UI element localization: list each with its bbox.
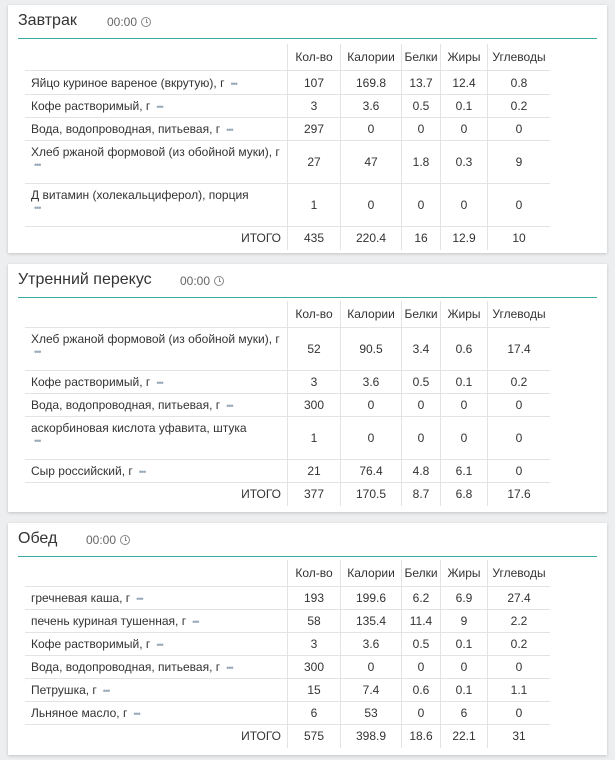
food-carbs: 0 (488, 184, 551, 227)
food-fat: 9 (441, 610, 488, 633)
more-icon[interactable]: ••• (34, 160, 41, 170)
more-icon[interactable]: ••• (34, 436, 41, 446)
food-name: Яйцо куриное вареное (вкрутую), г (31, 75, 225, 90)
column-header-qty: Кол-во (288, 301, 341, 328)
food-name: Кофе растворимый, г (31, 637, 151, 651)
food-row (25, 656, 550, 679)
food-qty: 27 (288, 141, 341, 184)
food-fat: 0.1 (441, 633, 488, 656)
food-fat: 0 (441, 417, 488, 460)
food-carbs: 0.8 (488, 71, 551, 95)
meal-card-lunch (8, 523, 607, 755)
column-header-qty: Кол-во (288, 560, 341, 587)
food-qty: 3 (288, 95, 341, 118)
total-carbs: 17.6 (488, 483, 551, 506)
total-label: ИТОГО (25, 227, 288, 250)
food-fat: 6.9 (441, 587, 488, 610)
more-icon[interactable]: ••• (230, 78, 237, 89)
food-protein: 0 (402, 417, 441, 460)
total-label: ИТОГО (25, 725, 288, 748)
clock-icon (120, 535, 130, 545)
food-name: Д витамин (холекальциферол), порция (31, 188, 249, 202)
food-protein: 4.8 (402, 460, 441, 483)
food-carbs: 27.4 (488, 587, 551, 610)
total-carbs: 31 (488, 725, 551, 748)
food-fat: 6 (441, 702, 488, 725)
food-fat: 0 (441, 656, 488, 679)
column-header-carbs: Углеводы (488, 301, 551, 328)
food-qty: 1 (288, 417, 341, 460)
food-row (25, 371, 550, 394)
more-icon[interactable]: ••• (226, 663, 233, 673)
meal-card-breakfast (8, 5, 607, 253)
food-qty: 300 (288, 656, 341, 679)
food-fat: 12.4 (441, 71, 488, 95)
food-row (25, 328, 550, 371)
total-protein: 8.7 (402, 483, 441, 506)
column-header-carbs: Углеводы (488, 560, 551, 587)
food-qty: 21 (288, 460, 341, 483)
more-icon[interactable]: ••• (34, 203, 41, 213)
column-header-fat: Жиры (441, 44, 488, 71)
food-protein: 6.2 (402, 587, 441, 610)
food-name: Кофе растворимый, г (31, 99, 151, 113)
food-carbs: 9 (488, 141, 551, 184)
food-fat: 6.1 (441, 460, 488, 483)
food-row (25, 118, 550, 141)
food-protein: 0.5 (402, 371, 441, 394)
food-carbs: 0 (488, 394, 551, 417)
food-row (25, 679, 550, 702)
food-name: печень куриная тушенная, г (31, 614, 187, 628)
meal-time-value: 00:00 (107, 15, 138, 29)
food-row (25, 587, 550, 610)
food-qty: 297 (288, 118, 341, 141)
food-row (25, 394, 550, 417)
food-fat: 0.1 (441, 679, 488, 702)
more-icon[interactable]: ••• (133, 709, 140, 719)
food-carbs: 0 (488, 118, 551, 141)
clock-icon (214, 276, 224, 286)
column-header-fat: Жиры (441, 301, 488, 328)
food-name: Вода, водопроводная, питьевая, г (31, 660, 221, 674)
food-protein: 13.7 (402, 71, 441, 95)
food-calories: 169.8 (341, 71, 402, 95)
food-carbs: 0 (488, 656, 551, 679)
food-carbs: 17.4 (488, 328, 551, 371)
food-protein: 0.5 (402, 95, 441, 118)
food-carbs: 0.2 (488, 633, 551, 656)
food-fat: 0 (441, 394, 488, 417)
more-icon[interactable]: ••• (226, 401, 233, 411)
more-icon[interactable]: ••• (226, 125, 233, 135)
column-header-protein: Белки (402, 44, 441, 71)
food-row (25, 141, 550, 184)
food-fat: 0.6 (441, 328, 488, 371)
food-protein: 0 (402, 184, 441, 227)
more-icon[interactable]: ••• (192, 617, 199, 627)
food-calories: 199.6 (341, 587, 402, 610)
column-header-calories: Калории (341, 301, 402, 328)
food-qty: 3 (288, 633, 341, 656)
total-row (25, 483, 550, 506)
total-fat: 6.8 (441, 483, 488, 506)
column-header-fat: Жиры (441, 560, 488, 587)
total-protein: 18.6 (402, 725, 441, 748)
food-table (25, 44, 550, 250)
meal-time[interactable] (107, 15, 151, 29)
food-protein: 0.6 (402, 679, 441, 702)
more-icon[interactable]: ••• (156, 378, 163, 388)
column-header-qty: Кол-во (288, 44, 341, 71)
food-fat: 0.1 (441, 371, 488, 394)
food-calories: 3.6 (341, 371, 402, 394)
column-header-protein: Белки (402, 560, 441, 587)
food-row (25, 610, 550, 633)
column-header-carbs: Углеводы (488, 44, 551, 71)
food-carbs: 0 (488, 702, 551, 725)
food-carbs: 1.1 (488, 679, 551, 702)
food-name: Петрушка, г (31, 683, 97, 697)
total-row (25, 227, 550, 250)
total-qty: 435 (288, 227, 341, 250)
food-table (25, 560, 550, 748)
total-calories: 220.4 (341, 227, 402, 250)
column-header-calories: Калории (341, 560, 402, 587)
food-name: Вода, водопроводная, питьевая, г (31, 122, 221, 136)
meal-card-morning-snack (8, 264, 607, 512)
food-qty: 52 (288, 328, 341, 371)
table-header-row (25, 301, 550, 328)
food-row (25, 633, 550, 656)
total-carbs: 10 (488, 227, 551, 250)
total-fat: 22.1 (441, 725, 488, 748)
food-calories: 90.5 (341, 328, 402, 371)
column-header-protein: Белки (402, 301, 441, 328)
food-row (25, 460, 550, 483)
food-row (25, 417, 550, 460)
food-fat: 0 (441, 184, 488, 227)
food-carbs: 0.2 (488, 371, 551, 394)
meal-header (18, 5, 597, 39)
food-protein: 0 (402, 118, 441, 141)
column-header-calories: Калории (341, 44, 402, 71)
food-name: Сыр российский, г (31, 464, 133, 478)
food-calories: 53 (341, 702, 402, 725)
more-icon[interactable]: ••• (156, 102, 163, 112)
food-fat: 0.1 (441, 95, 488, 118)
meal-title: Завтрак (18, 12, 77, 29)
food-protein: 0 (402, 394, 441, 417)
food-carbs: 0 (488, 417, 551, 460)
food-calories: 3.6 (341, 633, 402, 656)
column-header-name (25, 560, 288, 587)
food-calories: 76.4 (341, 460, 402, 483)
food-qty: 193 (288, 587, 341, 610)
food-calories: 0 (341, 118, 402, 141)
column-header-name (25, 301, 288, 328)
more-icon[interactable]: ••• (136, 594, 143, 604)
total-row (25, 725, 550, 748)
meal-header (18, 264, 597, 298)
food-name: аскорбиновая кислота уфавита, штука (31, 421, 247, 435)
food-calories: 7.4 (341, 679, 402, 702)
total-calories: 398.9 (341, 725, 402, 748)
food-name: Хлеб ржаной формовой (из обойной муки), г (31, 332, 280, 346)
table-header-row (25, 560, 550, 587)
more-icon[interactable]: ••• (34, 347, 41, 357)
food-protein: 0 (402, 702, 441, 725)
food-calories: 0 (341, 394, 402, 417)
more-icon[interactable]: ••• (102, 686, 110, 696)
food-protein: 3.4 (402, 328, 441, 371)
meal-time[interactable] (86, 533, 130, 547)
meal-time-value: 00:00 (180, 274, 211, 288)
food-name: Вода, водопроводная, питьевая, г (31, 398, 221, 412)
food-qty: 58 (288, 610, 341, 633)
meal-time[interactable] (180, 274, 224, 288)
food-qty: 6 (288, 702, 341, 725)
total-protein: 16 (402, 227, 441, 250)
food-calories: 3.6 (341, 95, 402, 118)
food-row (25, 95, 550, 118)
food-calories: 47 (341, 141, 402, 184)
more-icon[interactable]: ••• (156, 640, 163, 650)
food-name: Хлеб ржаной формовой (из обойной муки), г (31, 145, 280, 159)
food-protein: 0 (402, 656, 441, 679)
meal-time-value: 00:00 (86, 533, 117, 547)
food-row (25, 702, 550, 725)
food-qty: 300 (288, 394, 341, 417)
food-name: Льняное масло, г (31, 706, 128, 720)
food-name: гречневая каша, г (31, 591, 131, 605)
meal-title: Утренний перекус (18, 271, 152, 288)
meal-header (18, 523, 597, 557)
total-fat: 12.9 (441, 227, 488, 250)
meal-title: Обед (18, 530, 58, 547)
food-carbs: 0 (488, 460, 551, 483)
food-carbs: 2.2 (488, 610, 551, 633)
food-protein: 11.4 (402, 610, 441, 633)
column-header-name (25, 44, 288, 71)
food-row (25, 71, 550, 95)
food-calories: 0 (341, 184, 402, 227)
food-qty: 3 (288, 371, 341, 394)
food-calories: 0 (341, 656, 402, 679)
total-qty: 575 (288, 725, 341, 748)
total-calories: 170.5 (341, 483, 402, 506)
food-fat: 0.3 (441, 141, 488, 184)
table-header-row (25, 44, 550, 71)
food-calories: 0 (341, 417, 402, 460)
total-qty: 377 (288, 483, 341, 506)
food-qty: 1 (288, 184, 341, 227)
food-table (25, 301, 550, 506)
food-protein: 1.8 (402, 141, 441, 184)
food-protein: 0.5 (402, 633, 441, 656)
food-qty: 107 (288, 71, 341, 95)
food-row (25, 184, 550, 227)
total-label: ИТОГО (25, 483, 288, 506)
food-calories: 135.4 (341, 610, 402, 633)
more-icon[interactable]: ••• (138, 467, 146, 477)
food-carbs: 0.2 (488, 95, 551, 118)
food-name: Кофе растворимый, г (31, 375, 151, 389)
food-fat: 0 (441, 118, 488, 141)
clock-icon (141, 17, 151, 27)
food-qty: 15 (288, 679, 341, 702)
